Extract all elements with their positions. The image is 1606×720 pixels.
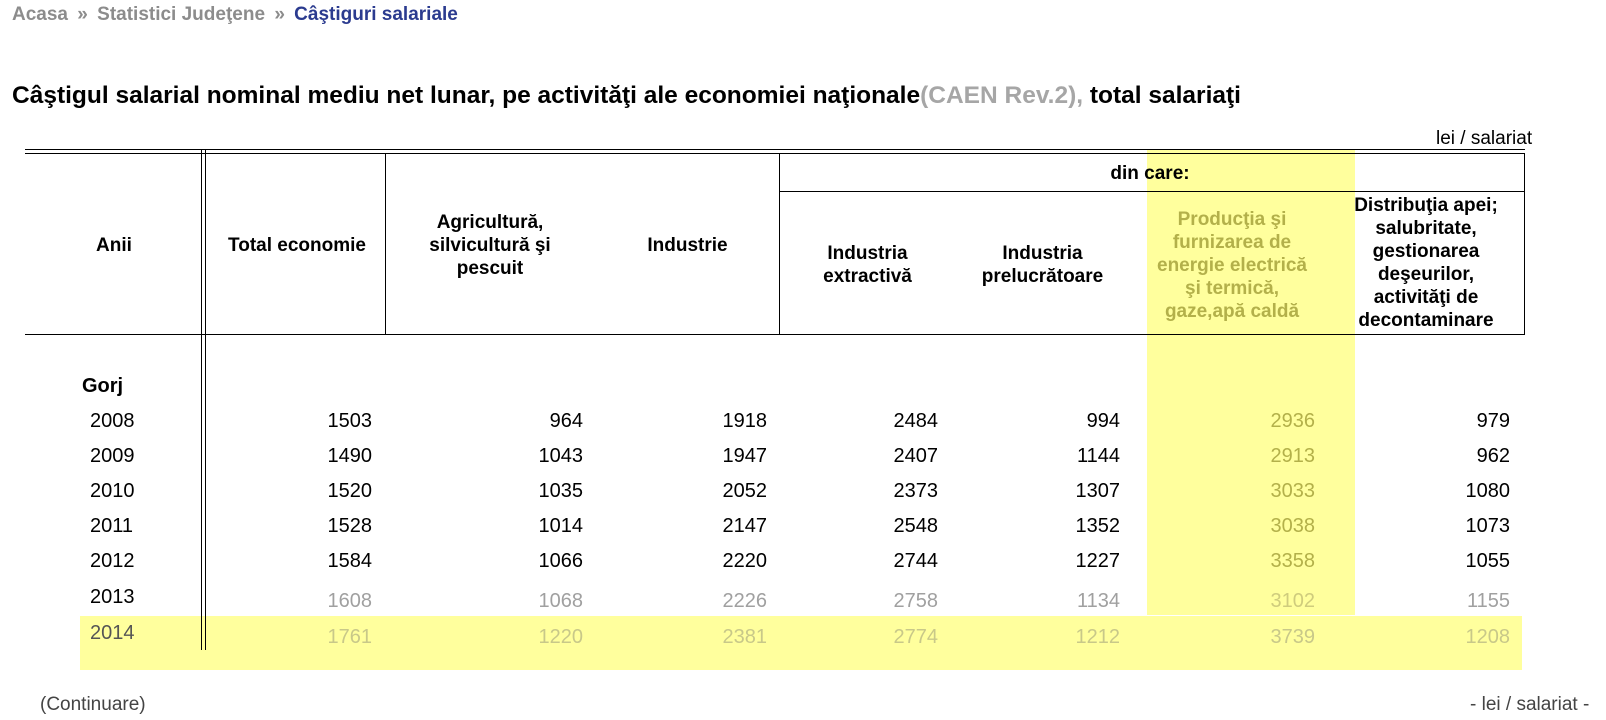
page-title-tail: total salariaţi	[1083, 82, 1241, 109]
table-top-line	[25, 149, 1525, 150]
breadcrumb-separator: »	[274, 4, 285, 25]
value-cell: 1144	[1076, 445, 1120, 467]
value-cell: 1608	[327, 590, 372, 612]
table-row	[0, 410, 1606, 445]
value-cell: 1503	[327, 410, 372, 432]
value-cell: 1155	[1466, 590, 1510, 612]
table-row	[0, 550, 1606, 585]
value-cell: 2774	[893, 626, 938, 648]
value-cell: 2407	[893, 445, 938, 467]
value-cell: 3739	[1270, 626, 1315, 648]
value-cell: 2373	[893, 480, 938, 502]
value-cell: 1352	[1075, 515, 1120, 537]
value-cell: 2381	[722, 626, 767, 648]
value-cell: 1073	[1465, 515, 1510, 537]
year-cell: 2011	[90, 515, 134, 537]
value-cell: 2226	[722, 590, 767, 612]
year-cell: 2014	[90, 622, 135, 644]
value-cell: 1208	[1465, 626, 1510, 648]
year-cell: 2012	[90, 550, 135, 572]
value-cell: 1055	[1465, 550, 1510, 572]
breadcrumb-home-link[interactable]: Acasa	[12, 4, 68, 25]
value-cell: 1134	[1076, 590, 1120, 612]
value-cell: 3033	[1270, 480, 1315, 502]
value-cell: 1035	[538, 480, 583, 502]
value-cell: 2936	[1270, 410, 1315, 432]
value-cell: 1584	[327, 550, 372, 572]
header-years: Anii	[96, 234, 132, 256]
breadcrumb	[12, 4, 458, 26]
value-cell: 979	[1476, 410, 1510, 432]
value-cell: 1307	[1075, 480, 1120, 502]
table-row	[0, 622, 1606, 661]
page-title-classification: (CAEN Rev.2),	[920, 82, 1084, 109]
value-cell: 964	[549, 410, 583, 432]
header-bottom-line	[25, 334, 1525, 335]
value-cell: 3358	[1270, 550, 1315, 572]
header-extractive: Industria extractivă	[823, 243, 912, 287]
value-cell: 1066	[538, 550, 583, 572]
breadcrumb-separator: »	[77, 4, 88, 25]
value-cell: 3038	[1270, 515, 1315, 537]
value-cell: 1212	[1075, 626, 1120, 648]
breadcrumb-current[interactable]: Câştiguri salariale	[294, 4, 458, 25]
value-cell: 2758	[893, 590, 938, 612]
page-title	[12, 82, 1241, 110]
header-divider	[385, 153, 386, 335]
header-industry: Industrie	[647, 234, 728, 256]
header-of-which: din care:	[1110, 162, 1190, 184]
value-cell: 2220	[722, 550, 767, 572]
unit-label: lei / salariat	[1436, 128, 1533, 149]
year-cell: 2010	[90, 480, 135, 502]
table-row	[0, 480, 1606, 515]
value-cell: 1918	[722, 410, 767, 432]
value-cell: 1490	[327, 445, 372, 467]
value-cell: 2744	[893, 550, 938, 572]
value-cell: 1220	[538, 626, 583, 648]
table-row	[0, 445, 1606, 480]
year-cell: 2008	[90, 410, 135, 432]
value-cell: 1947	[722, 445, 767, 467]
value-cell: 1528	[327, 515, 372, 537]
header-divider	[1524, 153, 1525, 335]
value-cell: 2484	[893, 410, 938, 432]
value-cell: 994	[1086, 410, 1120, 432]
continuation-note: (Continuare)	[40, 694, 146, 715]
header-manufacturing: Industria prelucrătoare	[981, 243, 1104, 287]
value-cell: 1068	[538, 590, 583, 612]
header-divider	[779, 153, 780, 335]
breadcrumb-section-link[interactable]: Statistici Judeţene	[97, 4, 266, 25]
value-cell: 1043	[538, 445, 583, 467]
region-label: Gorj	[82, 375, 124, 397]
value-cell: 1080	[1465, 480, 1510, 502]
value-cell: 2913	[1270, 445, 1315, 467]
value-cell: 962	[1476, 445, 1510, 467]
value-cell: 2052	[722, 480, 767, 502]
footer-unit-label: - lei / salariat -	[1470, 694, 1590, 715]
value-cell: 1014	[538, 515, 583, 537]
year-cell: 2009	[90, 445, 135, 467]
value-cell: 3102	[1270, 590, 1315, 612]
value-cell: 2147	[722, 515, 767, 537]
value-cell: 1520	[327, 480, 372, 502]
header-energy: Producţia şi furnizarea de energie electrică şi termică, gaze,apă caldă	[1157, 208, 1307, 322]
page-title-main: Câştigul salarial nominal mediu net lunar, pe activităţi ale economiei naţionale	[12, 82, 921, 109]
year-cell: 2013	[90, 586, 135, 608]
table-top-line-2	[25, 153, 1525, 154]
header-agriculture: Agricultură, silvicultură şi pescuit	[429, 211, 551, 279]
table-row	[0, 515, 1606, 550]
value-cell: 2548	[893, 515, 938, 537]
table-row	[0, 586, 1606, 625]
header-total-economy: Total economie	[228, 234, 366, 256]
value-cell: 1227	[1075, 550, 1120, 572]
header-water: Distribuţia apei; salubritate, gestionarea deşeurilor, activităţi de decontaminare	[1354, 194, 1498, 331]
value-cell: 1761	[327, 626, 372, 648]
